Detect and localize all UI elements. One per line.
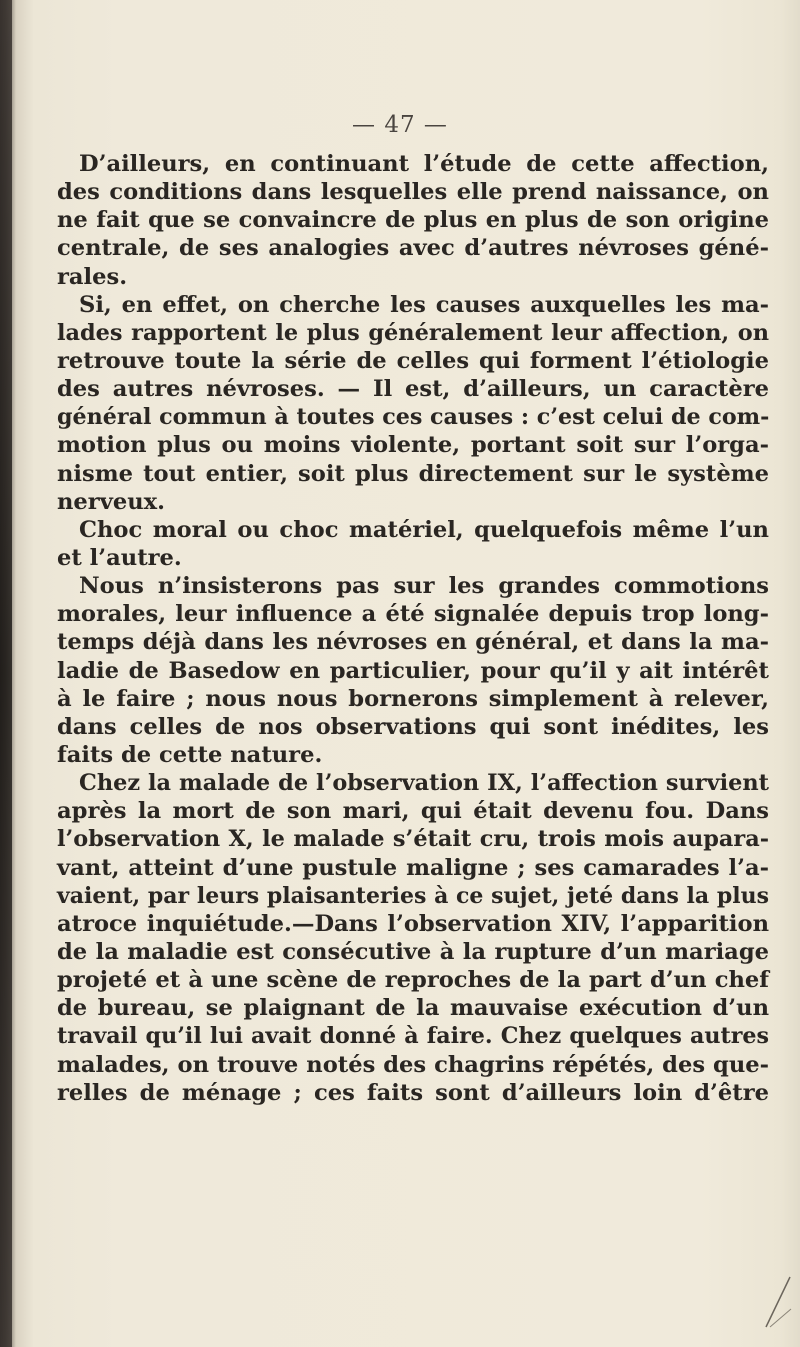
text-line: relles de ménage ; ces faits sont d’ailleurs loin d’être [57, 1079, 769, 1106]
text-line: nisme tout entier, soit plus directement sur le système [57, 460, 769, 487]
text-line: Chez la malade de l’observation IX, l’affection survient [79, 770, 769, 797]
text-line: ne fait que se convaincre de plus en plus de son origine [57, 207, 769, 234]
text-line: rales. [57, 263, 128, 290]
text-line: D’ailleurs, en continuant l’étude de cette affection, [79, 151, 769, 177]
text-line: ladie de Basedow en particulier, pour qu’il y ait intérêt [57, 657, 769, 684]
text-line: dans celles de nos observations qui sont inédites, les [57, 713, 769, 740]
text-line: général commun à toutes ces causes : c’est celui de com- [57, 404, 770, 431]
text-line: temps déjà dans les névroses en général, et dans la ma- [57, 629, 769, 656]
text-line: morales, leur influence a été signalée depuis trop long- [57, 601, 769, 628]
text-line: Si, en effet, on cherche les causes auxquelles les ma- [79, 291, 769, 318]
text-line: faits de cette nature. [57, 741, 323, 768]
text-line: après la mort de son mari, qui était devenu fou. Dans [57, 798, 769, 825]
text-line: vaient, par leurs plaisanteries à ce sujet, jeté dans la plus [57, 882, 769, 909]
text-line: projeté et à une scène de reproches de la part d’un chef [57, 967, 769, 994]
text-line: vant, atteint d’une pustule maligne ; ses camarades l’a- [57, 854, 769, 881]
text-line: Choc moral ou choc matériel, quelquefois même l’un [79, 516, 769, 543]
text-line: nerveux. [57, 488, 165, 515]
text-line: de la maladie est consécutive à la rupture d’un mariage [57, 938, 769, 965]
binding-gutter [0, 0, 12, 1347]
text-line: travail qu’il lui avait donné à faire. Chez quelques autres [57, 1023, 769, 1050]
page-number: — 47 — [352, 112, 448, 138]
text-line: et l’autre. [57, 544, 182, 571]
text-line: centrale, de ses analogies avec d’autres névroses géné- [57, 235, 769, 262]
text-line: malades, on trouve notés des chagrins répétés, des que- [57, 1051, 769, 1078]
text-line: Nous n’insisterons pas sur les grandes commotions [79, 573, 769, 600]
text-line: lades rapportent le plus généralement leur affection, on [57, 319, 769, 346]
text-line: de bureau, se plaignant de la mauvaise exécution d’un [57, 995, 769, 1022]
pencil-mark [764, 1269, 792, 1329]
text-line: retrouve toute la série de celles qui forment l’étiologie [57, 347, 769, 374]
text-line: motion plus ou moins violente, portant soit sur l’orga- [57, 432, 769, 459]
body-text [57, 150, 769, 1107]
text-line: à le faire ; nous nous bornerons simplement à relever, [57, 685, 769, 712]
text-line: l’observation X, le malade s’était cru, trois mois aupara- [57, 826, 769, 853]
text-line: des autres névroses. — Il est, d’ailleurs, un caractère [57, 376, 769, 403]
text-line: des conditions dans lesquelles elle prend naissance, on [57, 179, 769, 206]
text-line: atroce inquiétude.—Dans l’observation XIV, l’apparition [57, 910, 769, 937]
